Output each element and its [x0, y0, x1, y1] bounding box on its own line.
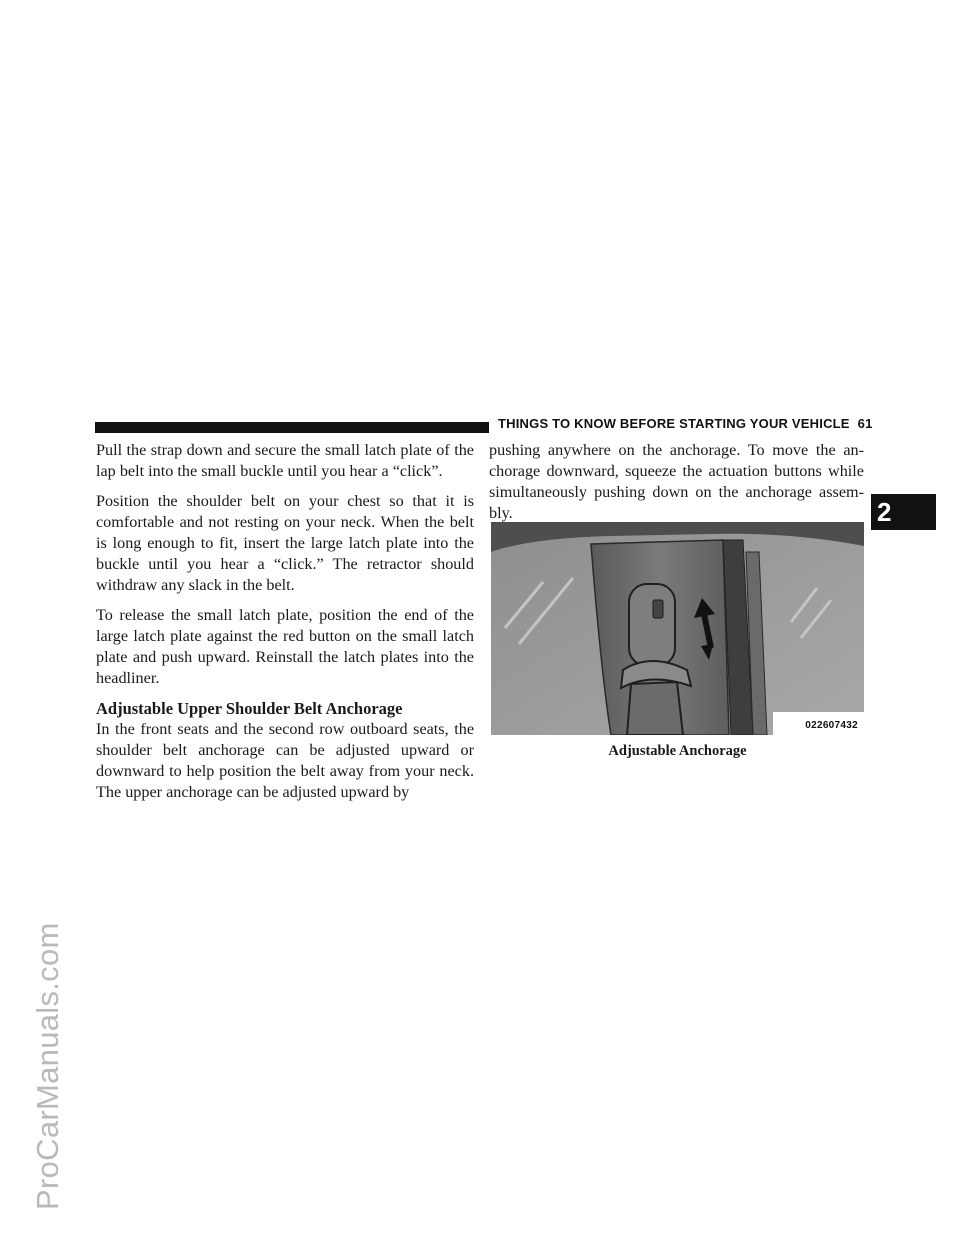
section-heading: Adjustable Upper Shoulder Belt Anchorage	[96, 699, 403, 718]
figure-caption: Adjustable Anchorage	[608, 743, 747, 759]
shoulder-belt	[627, 682, 683, 735]
right-column	[489, 440, 864, 533]
paragraph-latch-plate: Pull the strap down and secure the small latch plate of the lap belt into the small buckle until you hear a “click”.	[96, 441, 474, 480]
figure-code: 022607432	[805, 720, 858, 731]
header-rule	[95, 422, 489, 433]
page-number: 61	[857, 416, 873, 431]
anchorage-slot	[653, 600, 663, 618]
paragraph-anchorage: In the front seats and the second row outboard seats, the shoulder belt anchorage can be adjusted upward or downward to help position the belt away from your neck. The upper anchorage can be adjusted upward by	[96, 720, 474, 801]
paragraph-shoulder-belt: Position the shoulder belt on your chest so that it is comfortable and not resting on your neck. When the belt is long enough to fit, insert the large latch plate into the buckle until you hear a “click.” The retractor should withdraw any slack in the belt.	[96, 492, 474, 594]
watermark: ProCarManuals.com	[30, 922, 65, 1210]
running-header	[498, 416, 873, 431]
chapter-tab: 2	[871, 494, 936, 530]
anchorage-housing	[629, 584, 675, 666]
anchorage-illustration	[491, 522, 864, 735]
paragraph-anchorage-continued: pushing anywhere on the anchorage. To move the an-chorage downward, squeeze the actuation buttons while simultaneously pushing down on the anchorage assem-bly.	[489, 441, 864, 522]
paragraph-release: To release the small latch plate, position the end of the large latch plate against the red button on the small latch plate and push upward. Reinstall the latch plates into the headliner.	[96, 606, 474, 687]
header-title: THINGS TO KNOW BEFORE STARTING YOUR VEHICLE	[498, 416, 850, 431]
left-column	[96, 440, 474, 812]
anchorage-drawing	[491, 522, 864, 735]
